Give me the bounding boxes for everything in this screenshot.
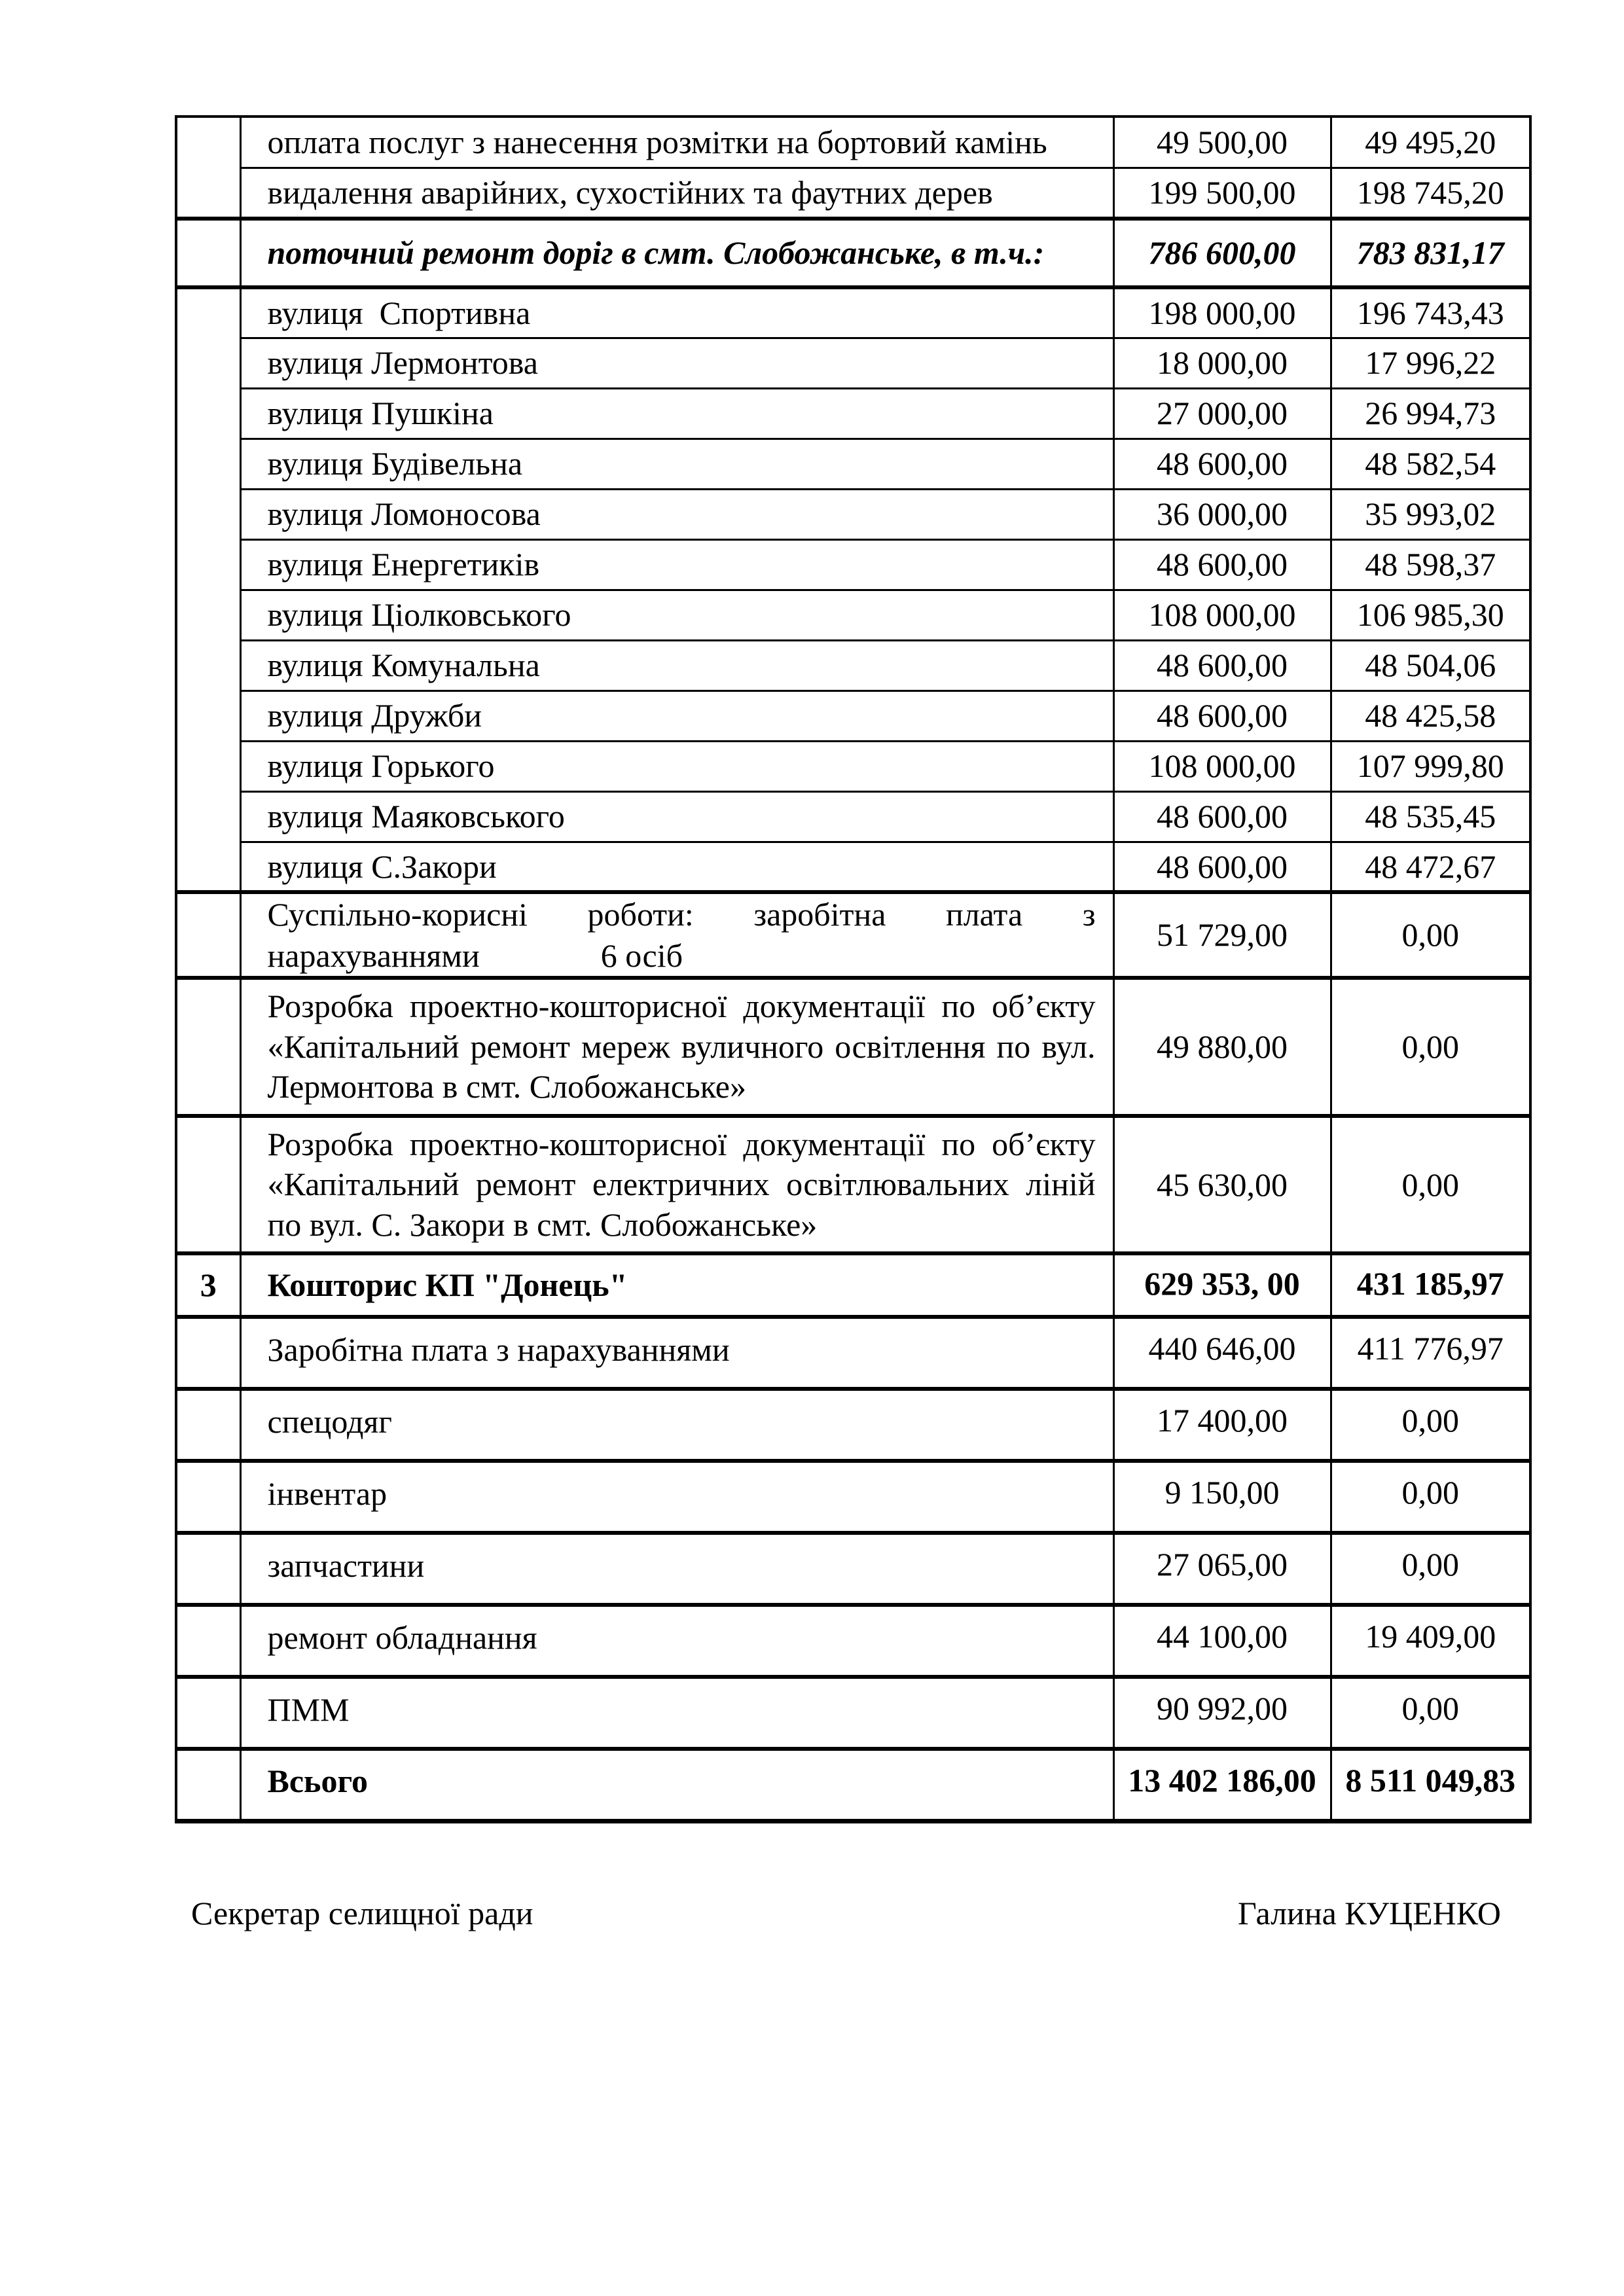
row-label: ремонт обладнання bbox=[240, 1605, 1113, 1677]
table-row bbox=[176, 388, 1530, 439]
row-fact-value: 35 993,02 bbox=[1331, 489, 1530, 539]
row-fact-value: 19 409,00 bbox=[1331, 1605, 1530, 1677]
row-label: інвентар bbox=[240, 1461, 1113, 1533]
table-row bbox=[176, 168, 1530, 219]
row-fact-value: 0,00 bbox=[1331, 978, 1530, 1116]
table-row bbox=[176, 640, 1530, 691]
row-plan-value: 440 646,00 bbox=[1113, 1317, 1331, 1389]
row-number-cell bbox=[176, 1533, 240, 1605]
table-row bbox=[176, 117, 1530, 168]
row-number-cell bbox=[176, 117, 240, 219]
row-plan-value: 48 600,00 bbox=[1113, 691, 1331, 741]
signature-block bbox=[191, 1893, 1501, 1933]
row-number-cell bbox=[176, 978, 240, 1116]
row-label: вулиця С.Закори bbox=[240, 842, 1113, 892]
row-fact-value: 107 999,80 bbox=[1331, 741, 1530, 791]
row-plan-value: 49 500,00 bbox=[1113, 117, 1331, 168]
row-label: Суспільно-корисні роботи: заробітна плата з нарахуваннями 6 осіб bbox=[240, 892, 1113, 978]
row-label: вулиця Дружби bbox=[240, 691, 1113, 741]
row-plan-value: 51 729,00 bbox=[1113, 892, 1331, 978]
row-label: вулиця Комунальна bbox=[240, 640, 1113, 691]
table-row bbox=[176, 1677, 1530, 1749]
table-row bbox=[176, 1461, 1530, 1533]
table-row bbox=[176, 539, 1530, 590]
row-label: Розробка проектно-кошторисної документації по об’єкту «Капітальний ремонт мереж вуличного освітлення по вул. Лермонтова в смт. Слобожанське» bbox=[240, 978, 1113, 1116]
row-label: спецодяг bbox=[240, 1389, 1113, 1461]
table-row bbox=[176, 741, 1530, 791]
table-row bbox=[176, 892, 1530, 978]
row-label: вулиця Енергетиків bbox=[240, 539, 1113, 590]
signature-name: Галина КУЦЕНКО bbox=[1237, 1895, 1501, 1931]
row-fact-value: 26 994,73 bbox=[1331, 388, 1530, 439]
table-row bbox=[176, 1317, 1530, 1389]
row-fact-value: 0,00 bbox=[1331, 892, 1530, 978]
row-plan-value: 13 402 186,00 bbox=[1113, 1749, 1331, 1821]
row-fact-value: 198 745,20 bbox=[1331, 168, 1530, 219]
row-plan-value: 17 400,00 bbox=[1113, 1389, 1331, 1461]
row-plan-value: 48 600,00 bbox=[1113, 439, 1331, 489]
row-fact-value: 48 598,37 bbox=[1331, 539, 1530, 590]
row-plan-value: 108 000,00 bbox=[1113, 590, 1331, 640]
row-label: оплата послуг з нанесення розмітки на бортовий камінь bbox=[240, 117, 1113, 168]
table-row bbox=[176, 978, 1530, 1116]
row-label: Розробка проектно-кошторисної документації по об’єкту «Капітальний ремонт електричних освітлювальних ліній по вул. С. Закори в смт. Слобожанське» bbox=[240, 1116, 1113, 1254]
row-fact-value: 0,00 bbox=[1331, 1533, 1530, 1605]
table-row bbox=[176, 842, 1530, 892]
row-number-cell: 3 bbox=[176, 1253, 240, 1317]
row-fact-value: 196 743,43 bbox=[1331, 287, 1530, 338]
row-label: ПММ bbox=[240, 1677, 1113, 1749]
row-label: вулиця Лермонтова bbox=[240, 338, 1113, 388]
row-fact-value: 0,00 bbox=[1331, 1461, 1530, 1533]
table-row bbox=[176, 691, 1530, 741]
row-number-cell bbox=[176, 892, 240, 978]
row-label: вулиця Ломоносова bbox=[240, 489, 1113, 539]
row-fact-value: 17 996,22 bbox=[1331, 338, 1530, 388]
table-row bbox=[176, 1253, 1530, 1317]
row-number-cell bbox=[176, 1461, 240, 1533]
row-fact-value: 48 535,45 bbox=[1331, 791, 1530, 842]
row-label: видалення аварійних, сухостійних та фаутних дерев bbox=[240, 168, 1113, 219]
row-plan-value: 49 880,00 bbox=[1113, 978, 1331, 1116]
row-plan-value: 36 000,00 bbox=[1113, 489, 1331, 539]
table-row bbox=[176, 590, 1530, 640]
row-number-cell bbox=[176, 1116, 240, 1254]
row-label: Всього bbox=[240, 1749, 1113, 1821]
row-label: вулиця Будівельна bbox=[240, 439, 1113, 489]
row-fact-value: 49 495,20 bbox=[1331, 117, 1530, 168]
row-label: вулиця Спортивна bbox=[240, 287, 1113, 338]
budget-table bbox=[175, 115, 1532, 1823]
row-plan-value: 9 150,00 bbox=[1113, 1461, 1331, 1533]
table-row bbox=[176, 489, 1530, 539]
row-fact-value: 48 582,54 bbox=[1331, 439, 1530, 489]
row-plan-value: 198 000,00 bbox=[1113, 287, 1331, 338]
row-number-cell bbox=[176, 1677, 240, 1749]
row-plan-value: 27 065,00 bbox=[1113, 1533, 1331, 1605]
row-number-cell bbox=[176, 1749, 240, 1821]
row-fact-value: 783 831,17 bbox=[1331, 219, 1530, 287]
row-fact-value: 0,00 bbox=[1331, 1116, 1530, 1254]
row-fact-value: 106 985,30 bbox=[1331, 590, 1530, 640]
table-row bbox=[176, 1605, 1530, 1677]
row-plan-value: 18 000,00 bbox=[1113, 338, 1331, 388]
table-row bbox=[176, 338, 1530, 388]
row-number-cell bbox=[176, 287, 240, 892]
row-plan-value: 48 600,00 bbox=[1113, 791, 1331, 842]
row-plan-value: 629 353, 00 bbox=[1113, 1253, 1331, 1317]
row-label: вулиця Горького bbox=[240, 741, 1113, 791]
table-row bbox=[176, 1389, 1530, 1461]
row-plan-value: 48 600,00 bbox=[1113, 539, 1331, 590]
table-row bbox=[176, 287, 1530, 338]
budget-table-body bbox=[176, 117, 1530, 1821]
row-number-cell bbox=[176, 1389, 240, 1461]
table-row bbox=[176, 1533, 1530, 1605]
row-fact-value: 48 504,06 bbox=[1331, 640, 1530, 691]
row-plan-value: 199 500,00 bbox=[1113, 168, 1331, 219]
row-label: Кошторис КП "Донець" bbox=[240, 1253, 1113, 1317]
row-label: запчастини bbox=[240, 1533, 1113, 1605]
row-fact-value: 48 425,58 bbox=[1331, 691, 1530, 741]
row-fact-value: 0,00 bbox=[1331, 1389, 1530, 1461]
row-number-cell bbox=[176, 219, 240, 287]
row-fact-value: 8 511 049,83 bbox=[1331, 1749, 1530, 1821]
row-fact-value: 431 185,97 bbox=[1331, 1253, 1530, 1317]
table-row bbox=[176, 1749, 1530, 1821]
row-label: вулиця Пушкіна bbox=[240, 388, 1113, 439]
table-row bbox=[176, 439, 1530, 489]
row-label: вулиця Ціолковського bbox=[240, 590, 1113, 640]
row-plan-value: 44 100,00 bbox=[1113, 1605, 1331, 1677]
row-fact-value: 411 776,97 bbox=[1331, 1317, 1530, 1389]
row-plan-value: 45 630,00 bbox=[1113, 1116, 1331, 1254]
row-number-cell bbox=[176, 1317, 240, 1389]
row-plan-value: 786 600,00 bbox=[1113, 219, 1331, 287]
row-fact-value: 0,00 bbox=[1331, 1677, 1530, 1749]
row-plan-value: 48 600,00 bbox=[1113, 842, 1331, 892]
row-label: вулиця Маяковського bbox=[240, 791, 1113, 842]
table-row bbox=[176, 791, 1530, 842]
table-row bbox=[176, 1116, 1530, 1254]
row-label: поточний ремонт доріг в смт. Слобожанське, в т.ч.: bbox=[240, 219, 1113, 287]
row-plan-value: 27 000,00 bbox=[1113, 388, 1331, 439]
row-plan-value: 108 000,00 bbox=[1113, 741, 1331, 791]
row-plan-value: 48 600,00 bbox=[1113, 640, 1331, 691]
row-label: Заробітна плата з нарахуваннями bbox=[240, 1317, 1113, 1389]
row-number-cell bbox=[176, 1605, 240, 1677]
row-plan-value: 90 992,00 bbox=[1113, 1677, 1331, 1749]
row-fact-value: 48 472,67 bbox=[1331, 842, 1530, 892]
table-row bbox=[176, 219, 1530, 287]
signature-title: Секретар селищної ради bbox=[191, 1895, 533, 1931]
